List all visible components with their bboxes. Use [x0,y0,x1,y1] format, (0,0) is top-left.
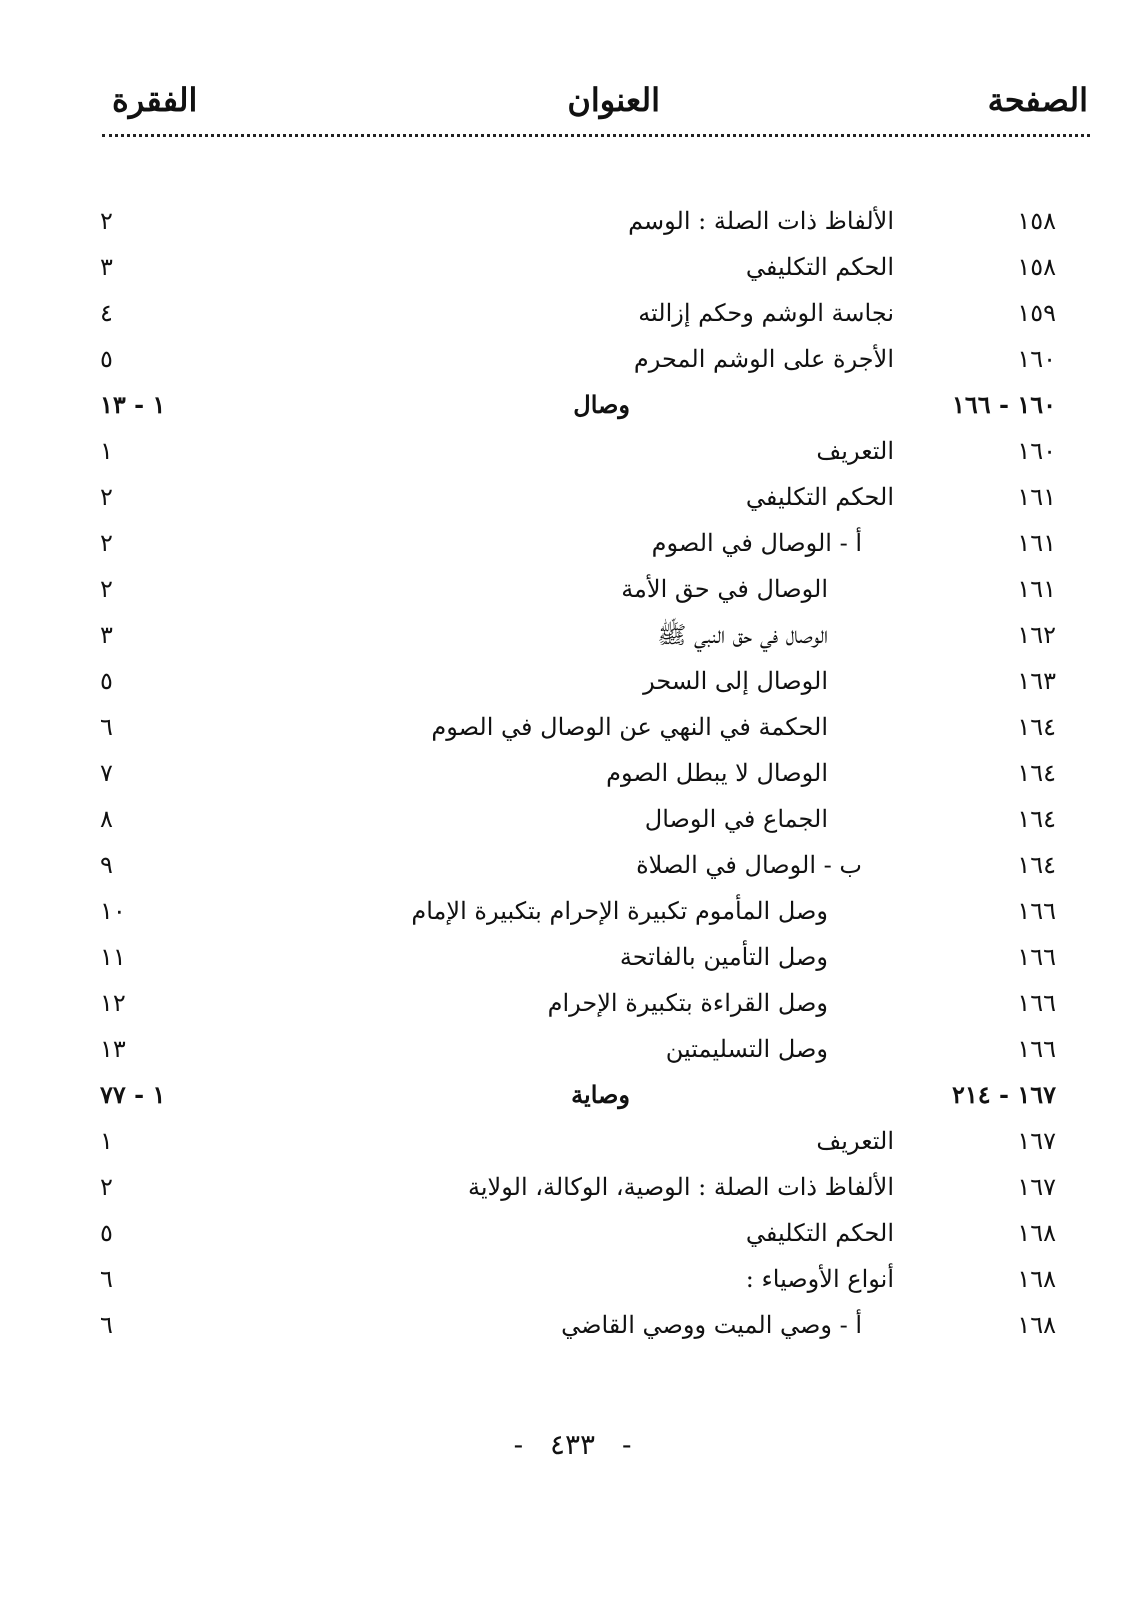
table-header [100,70,1090,130]
index-row [100,1256,1090,1302]
row-title: التعريف [816,437,894,465]
row-paragraph-number [100,888,210,934]
row-page-number: ١٦٢ [1017,621,1056,649]
row-paragraph-number [100,382,210,428]
row-page-number: ١٦٠ [1017,437,1056,465]
row-page-number: ١٦٤ [1017,805,1056,833]
index-row [100,888,1090,934]
footer-dash-left: - [621,1428,632,1461]
row-page-number: ١٥٩ [1017,299,1056,327]
page-footer [0,1425,1145,1465]
index-row [100,1210,1090,1256]
row-paragraph-number [100,842,210,888]
row-page-number: ١٦٧ - ٢١٤ [951,1080,1056,1109]
row-paragraph-text: ٧ [100,759,113,787]
row-title: الحكمة في النهي عن الوصال في الصوم [431,713,828,741]
row-paragraph-number [100,658,210,704]
index-row [100,750,1090,796]
row-page-number: ١٦٠ - ١٦٦ [951,390,1056,419]
index-row [100,658,1090,704]
index-row [100,336,1090,382]
row-page-number: ١٦٨ [1017,1265,1056,1293]
row-page-number: ١٥٨ [1017,207,1056,235]
index-row [100,934,1090,980]
row-paragraph-text: ١ [100,437,113,465]
row-paragraph-text: ٢ [100,529,113,557]
row-title: أ - الوصال في الصوم [651,529,862,557]
row-paragraph-number [100,796,210,842]
row-paragraph-text: ٥ [100,667,113,695]
row-paragraph-text: ١ [100,1127,113,1155]
row-title: الوصال لا يبطل الصوم [606,759,828,787]
row-title: وصل التأمين بالفاتحة [619,943,828,971]
row-title: الحكم التكليفي [745,483,894,511]
index-row [100,474,1090,520]
row-paragraph-number [100,934,210,980]
footer-dash-right: - [513,1428,524,1461]
row-paragraph-text: ٥ [100,345,113,373]
row-page-number: ١٦٦ [1017,1035,1056,1063]
row-paragraph-number [100,1164,210,1210]
row-paragraph-text: ١ - ١٣ [100,390,166,419]
index-row [100,244,1090,290]
row-paragraph-text: ٢ [100,483,113,511]
index-row [100,290,1090,336]
index-row [100,566,1090,612]
row-page-number: ١٥٨ [1017,253,1056,281]
index-list [100,198,1090,1348]
row-paragraph-text: ٢ [100,575,113,603]
row-title: الألفاظ ذات الصلة : الوصية، الوكالة، الولاية [468,1173,894,1201]
row-page-number: ١٦١ [1017,529,1056,557]
row-title: الوصال إلى السحر [643,667,828,695]
index-row [100,1072,1090,1118]
row-page-number: ١٦٠ [1017,345,1056,373]
index-row [100,1026,1090,1072]
row-paragraph-text: ٢ [100,1173,113,1201]
row-page-number: ١٦١ [1017,483,1056,511]
row-page-number: ١٦٦ [1017,989,1056,1017]
row-page-number: ١٦٧ [1017,1127,1056,1155]
index-row [100,842,1090,888]
row-page-number: ١٦٦ [1017,943,1056,971]
row-paragraph-text: ٢ [100,207,113,235]
row-title: وصال [573,390,630,419]
row-paragraph-number [100,566,210,612]
row-title: الحكم التكليفي [745,253,894,281]
page-number: ٤٣٣ [549,1428,596,1461]
row-title: التعريف [816,1127,894,1155]
index-row [100,1118,1090,1164]
row-paragraph-number [100,1302,210,1348]
row-title: الحكم التكليفي [745,1219,894,1247]
row-paragraph-text: ١٣ [100,1035,126,1063]
row-paragraph-number [100,704,210,750]
row-title: وصاية [571,1080,630,1109]
row-paragraph-number [100,336,210,382]
index-row [100,796,1090,842]
row-title: الوصال في حق النبي ﷺ [657,621,828,649]
row-paragraph-text: ٨ [100,805,113,833]
row-paragraph-number [100,980,210,1026]
row-title: نجاسة الوشم وحكم إزالته [638,299,894,327]
row-title: ب - الوصال في الصلاة [636,851,862,879]
row-page-number: ١٦٤ [1017,713,1056,741]
row-paragraph-number [100,750,210,796]
row-page-number: ١٦٣ [1017,667,1056,695]
row-paragraph-text: ٦ [100,713,113,741]
row-paragraph-text: ١١ [100,943,126,971]
row-title: الأجرة على الوشم المحرم [633,345,894,373]
row-paragraph-text: ١٢ [100,989,126,1017]
row-paragraph-text: ٩ [100,851,113,879]
row-paragraph-number [100,474,210,520]
row-page-number: ١٦١ [1017,575,1056,603]
index-row [100,1164,1090,1210]
row-paragraph-number [100,244,210,290]
row-paragraph-number [100,198,210,244]
header-page-label: الصفحة [987,81,1088,119]
row-paragraph-number [100,612,210,658]
index-row [100,428,1090,474]
row-paragraph-number [100,290,210,336]
row-paragraph-text: ٤ [100,299,113,327]
row-page-number: ١٦٨ [1017,1219,1056,1247]
index-row [100,198,1090,244]
header-dotted-divider [102,134,1090,137]
index-row [100,704,1090,750]
row-paragraph-text: ٣ [100,253,113,281]
row-title: وصل القراءة بتكبيرة الإحرام [547,989,828,1017]
row-paragraph-text: ١٠ [100,897,126,925]
row-title: أ - وصي الميت ووصي القاضي [561,1311,862,1339]
row-page-number: ١٦٦ [1017,897,1056,925]
row-title: وصل المأموم تكبيرة الإحرام بتكبيرة الإمام [411,897,828,925]
row-paragraph-number [100,1072,210,1118]
row-page-number: ١٦٤ [1017,759,1056,787]
index-row [100,520,1090,566]
header-paragraph-label: الفقرة [112,81,198,119]
header-title-label: العنوان [567,81,660,119]
row-title: وصل التسليمتين [665,1035,828,1063]
row-paragraph-text: ٣ [100,621,113,649]
row-paragraph-number [100,428,210,474]
row-page-number: ١٦٧ [1017,1173,1056,1201]
row-paragraph-number [100,1026,210,1072]
row-page-number: ١٦٨ [1017,1311,1056,1339]
index-row [100,1302,1090,1348]
index-row [100,612,1090,658]
row-page-number: ١٦٤ [1017,851,1056,879]
row-title: أنواع الأوصياء : [745,1265,894,1293]
row-paragraph-number [100,520,210,566]
row-paragraph-number [100,1256,210,1302]
index-row [100,980,1090,1026]
row-title: الجماع في الوصال [644,805,828,833]
row-paragraph-number [100,1210,210,1256]
row-paragraph-number [100,1118,210,1164]
row-paragraph-text: ٥ [100,1219,113,1247]
row-paragraph-text: ٦ [100,1265,113,1293]
row-title: الألفاظ ذات الصلة : الوسم [628,207,894,235]
row-paragraph-text: ٦ [100,1311,113,1339]
row-paragraph-text: ١ - ٧٧ [100,1080,166,1109]
index-row [100,382,1090,428]
row-title: الوصال في حق الأمة [621,575,828,603]
